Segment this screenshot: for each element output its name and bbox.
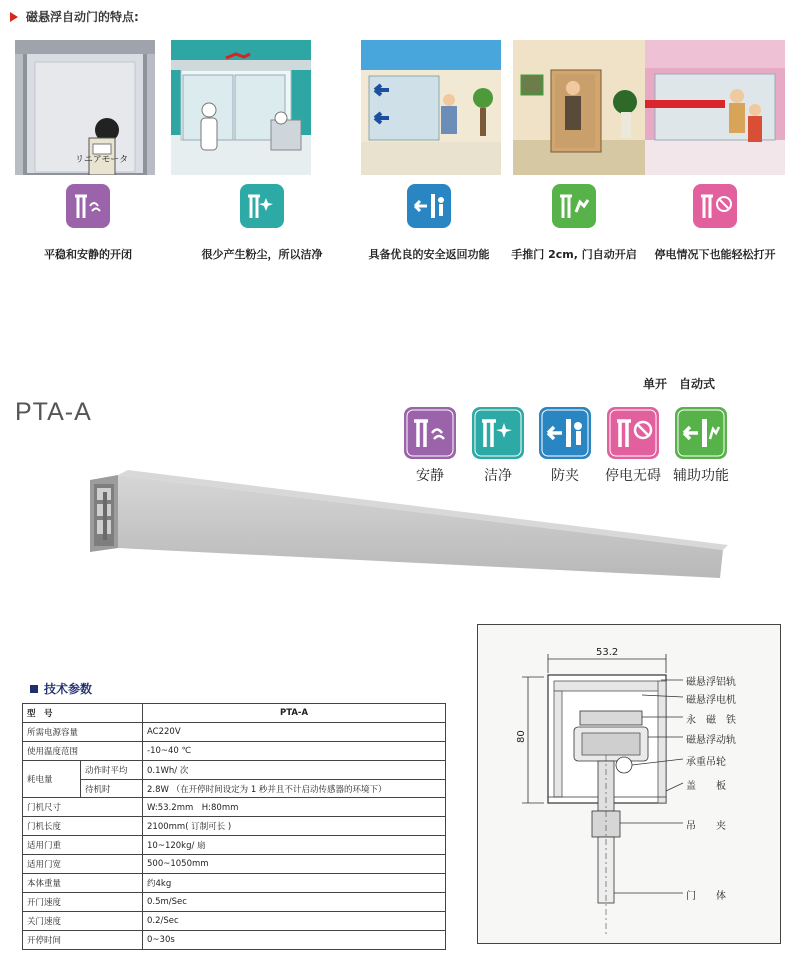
- spec-value: 10~120kg/ 扇: [143, 836, 446, 855]
- diagram-label: 磁悬浮动轨: [686, 735, 736, 746]
- feature-caption: 很少产生粉尘，所以洁净: [201, 248, 323, 261]
- cross-section-diagram: [477, 624, 781, 944]
- table-row: [23, 779, 446, 798]
- table-row: [23, 722, 446, 741]
- table-row: [23, 798, 446, 817]
- red-triangle-icon: [10, 12, 18, 22]
- function-label: 安静: [416, 468, 444, 484]
- diagram-label: 磁悬浮铝轨: [686, 677, 736, 688]
- spec-label: 型 号: [23, 704, 143, 723]
- table-row: [23, 817, 446, 836]
- diagram-label: 永 磁 铁: [686, 715, 736, 726]
- width-dimension: 53.2: [596, 647, 619, 658]
- table-row: [23, 836, 446, 855]
- assist-icon: [675, 407, 727, 459]
- spec-value: 0.2/Sec: [143, 911, 446, 930]
- diagram-label: 门 体: [686, 891, 726, 902]
- spec-value: PTA-A: [143, 704, 446, 723]
- spec-label: 适用门重: [23, 836, 143, 855]
- section-heading: [10, 8, 139, 25]
- spec-sublabel: 待机时: [81, 779, 143, 798]
- diagram-label: 吊 夹: [686, 821, 726, 832]
- spec-label: 本体重量: [23, 874, 143, 893]
- spec-value: -10~40 ℃: [143, 741, 446, 760]
- spec-value: 0.1Wh/ 次: [143, 760, 446, 779]
- photo-overlay-text: リニアモータ: [75, 155, 129, 165]
- table-row: [23, 874, 446, 893]
- function-label: 停电无碍: [605, 468, 661, 484]
- aluminum-rail-image: [88, 470, 728, 595]
- height-dimension: 80: [516, 730, 527, 743]
- function-label: 辅助功能: [673, 468, 729, 484]
- function-label: 洁净: [484, 468, 512, 484]
- table-row: [23, 855, 446, 874]
- clean-icon: [240, 184, 284, 228]
- anti-pinch-icon: [539, 407, 591, 459]
- function-label: 防夹: [551, 468, 579, 484]
- spec-label: 门机尺寸: [23, 798, 143, 817]
- clean-icon: [472, 407, 524, 459]
- table-row: [23, 892, 446, 911]
- spec-label: 适用门宽: [23, 855, 143, 874]
- square-bullet-icon: [30, 685, 38, 693]
- diagram-label: 盖 板: [686, 781, 726, 792]
- quiet-icon: [404, 407, 456, 459]
- anti-pinch-icon: [407, 184, 451, 228]
- photo-power-outage: [645, 40, 785, 175]
- spec-table: [22, 703, 446, 950]
- photo-linear-motor: [15, 40, 155, 175]
- photo-push-open: [513, 40, 653, 175]
- model-title: PTA-A: [15, 398, 92, 426]
- spec-label: 使用温度范围: [23, 741, 143, 760]
- feature-caption: 具备优良的安全返回功能: [368, 248, 490, 261]
- spec-value: W:53.2mm H:80mm: [143, 798, 446, 817]
- spec-label: 开门速度: [23, 892, 143, 911]
- spec-value: 2100mm( 订制可长 ): [143, 817, 446, 836]
- feature-caption: 停电情况下也能轻松打开: [654, 248, 776, 261]
- diagram-label: 承重吊轮: [686, 757, 726, 768]
- table-row: [23, 911, 446, 930]
- feature-caption: 平稳和安静的开闭: [44, 248, 132, 261]
- assist-icon: [552, 184, 596, 228]
- spec-value: 0.5m/Sec: [143, 892, 446, 911]
- table-row: [23, 704, 446, 723]
- spec-value: 0~30s: [143, 930, 446, 949]
- diagram-label: 磁悬浮电机: [686, 695, 736, 706]
- power-outage-icon: [693, 184, 737, 228]
- spec-label: 开停时间: [23, 930, 143, 949]
- spec-title-text: 技术参数: [44, 682, 93, 696]
- feature-caption: 手推门 2cm, 门自动开启: [511, 248, 637, 261]
- photo-cleanroom: [171, 40, 311, 175]
- spec-value: 2.8W （在开停时间设定为 1 秒并且不计启动传感器的环境下）: [143, 779, 446, 798]
- spec-value: AC220V: [143, 722, 446, 741]
- model-subtitle: 单开 自动式: [643, 377, 716, 391]
- spec-label: 门机长度: [23, 817, 143, 836]
- spec-value: 500~1050mm: [143, 855, 446, 874]
- photo-safety-return: [361, 40, 501, 175]
- power-outage-icon: [607, 407, 659, 459]
- section-heading-text: 磁悬浮自动门的特点:: [26, 10, 139, 24]
- table-row: [23, 741, 446, 760]
- table-row: [23, 760, 446, 779]
- quiet-icon: [66, 184, 110, 228]
- spec-sublabel: 动作时平均: [81, 760, 143, 779]
- spec-value: 约4kg: [143, 874, 446, 893]
- spec-title: [30, 680, 92, 697]
- spec-label: 所需电源容量: [23, 722, 143, 741]
- spec-label: 关门速度: [23, 911, 143, 930]
- table-row: [23, 930, 446, 949]
- spec-label: 耗电量: [23, 760, 81, 798]
